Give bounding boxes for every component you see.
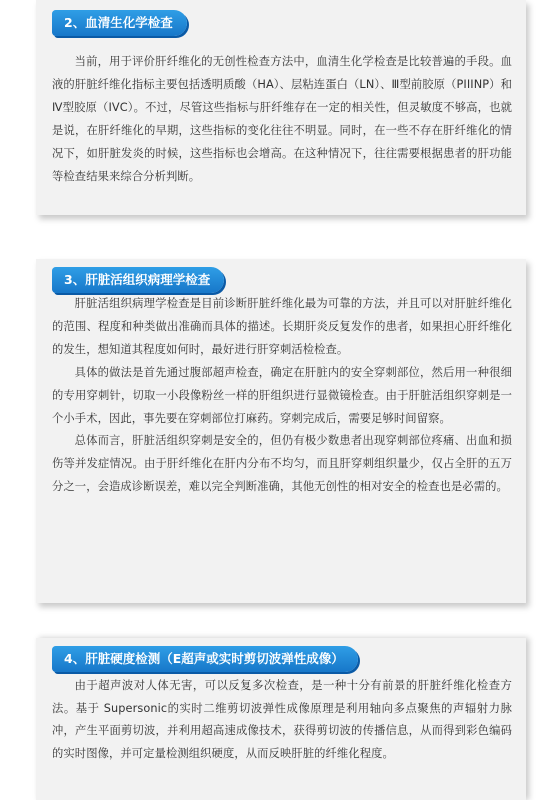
section-heading: 3、肝脏活组织病理学检查 bbox=[52, 267, 224, 293]
section-card-biopsy bbox=[36, 259, 526, 603]
section-heading: 4、肝脏硬度检测（E超声或实时剪切波弹性成像） bbox=[52, 646, 358, 672]
paragraph: 由于超声波对人体无害，可以反复多次检查，是一种十分有前景的肝脏纤维化检查方法。基于 Supersonic的实时二维剪切波弹性成像原理是利用轴向多点聚焦的声辐射力脉冲，产生平面剪切波，并利用超高速成像技术，获得剪切波的传播信息，从而得到彩色编码的实时图像，并可定量检测组织硬度，从而反映肝脏的纤维化程度。 bbox=[52, 679, 512, 760]
section-body bbox=[52, 293, 512, 499]
paragraph: 具体的做法是首先通过腹部超声检查，确定在肝脏内的安全穿刺部位，然后用一种很细的专用穿刺针，切取一小段像粉丝一样的肝组织进行显微镜检查。由于肝脏活组织穿刺是一个小手术，因此，事先要在穿刺部位打麻药。穿刺完成后，需要足够时间留察。 bbox=[52, 365, 512, 425]
section-heading: 2、血清生化学检查 bbox=[52, 10, 187, 36]
section-body bbox=[52, 51, 512, 188]
paragraph: 当前，用于评价肝纤维化的无创性检查方法中，血清生化学检查是比较普遍的手段。血液的肝脏纤维化指标主要包括透明质酸（HA）、层粘连蛋白（LN）、Ⅲ型前胶原（PIIINP）和Ⅳ型胶原（IVC）。不过，尽管这些指标与肝纤维存在一定的相关性，但灵敏度不够高，也就是说，在肝纤维化的早期，这些指标的变化往往不明显。同时，在一些不存在肝纤维化的情况下，如肝脏发炎的时候，这些指标也会增高。在这种情况下，往往需要根据患者的肝功能等检查结果来综合分析判断。 bbox=[52, 55, 512, 183]
paragraph: 肝脏活组织病理学检查是目前诊断肝脏纤维化最为可靠的方法，并且可以对肝脏纤维化的范围、程度和种类做出准确而具体的描述。长期肝炎反复发作的患者，如果担心肝纤维化的发生，想知道其程度如何时，最好进行肝穿刺活检检查。 bbox=[52, 297, 512, 356]
section-card-elastography bbox=[36, 638, 526, 800]
section-body bbox=[52, 675, 512, 765]
paragraph: 总体而言，肝脏活组织穿刺是安全的，但仍有极少数患者出现穿刺部位疼痛、出血和损伤等并发症情况。由于肝纤维化在肝内分布不均匀，而且肝穿刺组织量少，仅占全肝的五万分之一，会造成诊断误差，难以完全判断准确，其他无创性的相对安全的检查也是必需的。 bbox=[52, 434, 512, 494]
section-card-serum bbox=[36, 0, 526, 215]
